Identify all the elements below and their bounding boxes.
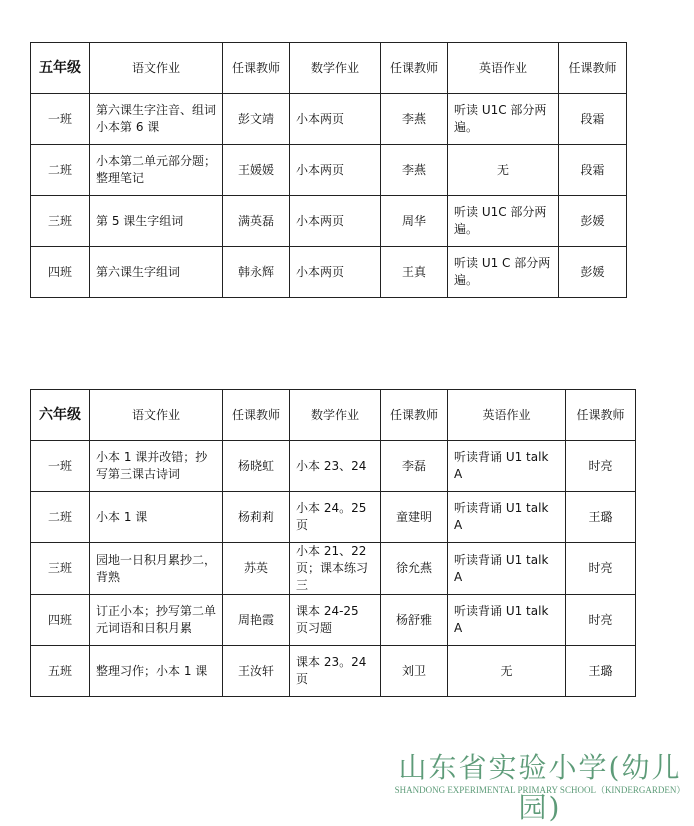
header-math-teacher: 任课教师 — [381, 43, 448, 94]
english-teacher: 时亮 — [566, 543, 636, 595]
math-homework: 小本 21、22 页；课本练习三 — [290, 543, 381, 595]
chinese-teacher: 杨晓虹 — [223, 441, 290, 492]
math-homework: 小本两页 — [290, 247, 381, 298]
class-name: 一班 — [31, 94, 90, 145]
english-teacher: 王璐 — [566, 646, 636, 697]
chinese-teacher: 韩永辉 — [223, 247, 290, 298]
header-math-homework: 数学作业 — [290, 390, 381, 441]
english-teacher: 段霜 — [559, 145, 627, 196]
school-name-chinese: 山东省实验小学(幼儿园) — [398, 751, 682, 824]
table-row — [31, 441, 636, 492]
school-logo — [392, 746, 688, 824]
english-homework: 听读 U1C 部分两遍。 — [448, 196, 559, 247]
class-name: 二班 — [31, 145, 90, 196]
math-teacher: 刘卫 — [381, 646, 448, 697]
math-homework: 课本 24-25 页习题 — [290, 595, 381, 646]
chinese-homework: 整理习作；小本 1 课 — [90, 646, 223, 697]
english-homework: 听读 U1 C 部分两遍。 — [448, 247, 559, 298]
chinese-teacher: 彭文靖 — [223, 94, 290, 145]
math-homework: 小本两页 — [290, 145, 381, 196]
chinese-homework: 小本第二单元部分题；整理笔记 — [90, 145, 223, 196]
header-english-teacher: 任课教师 — [566, 390, 636, 441]
math-homework: 小本两页 — [290, 94, 381, 145]
header-chinese-teacher: 任课教师 — [223, 390, 290, 441]
table-row — [31, 247, 627, 298]
table-row — [31, 492, 636, 543]
header-chinese-teacher: 任课教师 — [223, 43, 290, 94]
english-teacher: 段霜 — [559, 94, 627, 145]
math-teacher: 李燕 — [381, 145, 448, 196]
chinese-homework: 小本 1 课并改错；抄写第三课古诗词 — [90, 441, 223, 492]
english-homework: 听读背诵 U1 talk A — [448, 492, 566, 543]
header-chinese-homework: 语文作业 — [90, 390, 223, 441]
english-teacher: 时亮 — [566, 441, 636, 492]
table-row — [31, 543, 636, 595]
class-name: 三班 — [31, 196, 90, 247]
chinese-homework: 第六课生字组词 — [90, 247, 223, 298]
math-homework: 小本 24。25 页 — [290, 492, 381, 543]
math-teacher: 李燕 — [381, 94, 448, 145]
english-homework: 听读背诵 U1 talk A — [448, 543, 566, 595]
english-homework: 无 — [448, 145, 559, 196]
class-name: 一班 — [31, 441, 90, 492]
grade5-homework-table — [30, 42, 627, 298]
math-teacher: 李磊 — [381, 441, 448, 492]
math-teacher: 王真 — [381, 247, 448, 298]
chinese-homework: 小本 1 课 — [90, 492, 223, 543]
table-row — [31, 196, 627, 247]
chinese-teacher: 苏英 — [223, 543, 290, 595]
math-homework: 课本 23。24 页 — [290, 646, 381, 697]
chinese-teacher: 杨莉莉 — [223, 492, 290, 543]
grade-label: 五年级 — [31, 43, 90, 94]
math-teacher: 杨舒雅 — [381, 595, 448, 646]
chinese-homework: 第六课生字注音、组词小本第 6 课 — [90, 94, 223, 145]
chinese-homework: 园地一日积月累抄二，背熟 — [90, 543, 223, 595]
header-math-teacher: 任课教师 — [381, 390, 448, 441]
header-english-homework: 英语作业 — [448, 43, 559, 94]
chinese-homework: 订正小本；抄写第二单元词语和日积月累 — [90, 595, 223, 646]
grade-label: 六年级 — [31, 390, 90, 441]
english-teacher: 王璐 — [566, 492, 636, 543]
math-homework: 小本两页 — [290, 196, 381, 247]
english-teacher: 彭媛 — [559, 196, 627, 247]
math-teacher: 徐允燕 — [381, 543, 448, 595]
english-homework: 听读背诵 U1 talk A — [448, 595, 566, 646]
english-teacher: 时亮 — [566, 595, 636, 646]
table-row — [31, 646, 636, 697]
chinese-homework: 第 5 课生字组词 — [90, 196, 223, 247]
chinese-teacher: 王媛媛 — [223, 145, 290, 196]
class-name: 二班 — [31, 492, 90, 543]
chinese-teacher: 周艳霞 — [223, 595, 290, 646]
chinese-teacher: 满英磊 — [223, 196, 290, 247]
english-homework: 无 — [448, 646, 566, 697]
math-homework: 小本 23、24 — [290, 441, 381, 492]
grade6-homework-table — [30, 389, 636, 697]
class-name: 四班 — [31, 595, 90, 646]
school-name-english: SHANDONG EXPERIMENTAL PRIMARY SCHOOL（KINDERGARDEN） — [394, 785, 686, 795]
english-homework: 听读 U1C 部分两遍。 — [448, 94, 559, 145]
math-teacher: 童建明 — [381, 492, 448, 543]
table-header-row — [31, 43, 627, 94]
class-name: 五班 — [31, 646, 90, 697]
class-name: 四班 — [31, 247, 90, 298]
table-row — [31, 595, 636, 646]
header-english-homework: 英语作业 — [448, 390, 566, 441]
math-teacher: 周华 — [381, 196, 448, 247]
table-header-row — [31, 390, 636, 441]
table-row — [31, 145, 627, 196]
english-teacher: 彭媛 — [559, 247, 627, 298]
chinese-teacher: 王汝轩 — [223, 646, 290, 697]
header-math-homework: 数学作业 — [290, 43, 381, 94]
table-row — [31, 94, 627, 145]
header-chinese-homework: 语文作业 — [90, 43, 223, 94]
english-homework: 听读背诵 U1 talk A — [448, 441, 566, 492]
header-english-teacher: 任课教师 — [559, 43, 627, 94]
class-name: 三班 — [31, 543, 90, 595]
